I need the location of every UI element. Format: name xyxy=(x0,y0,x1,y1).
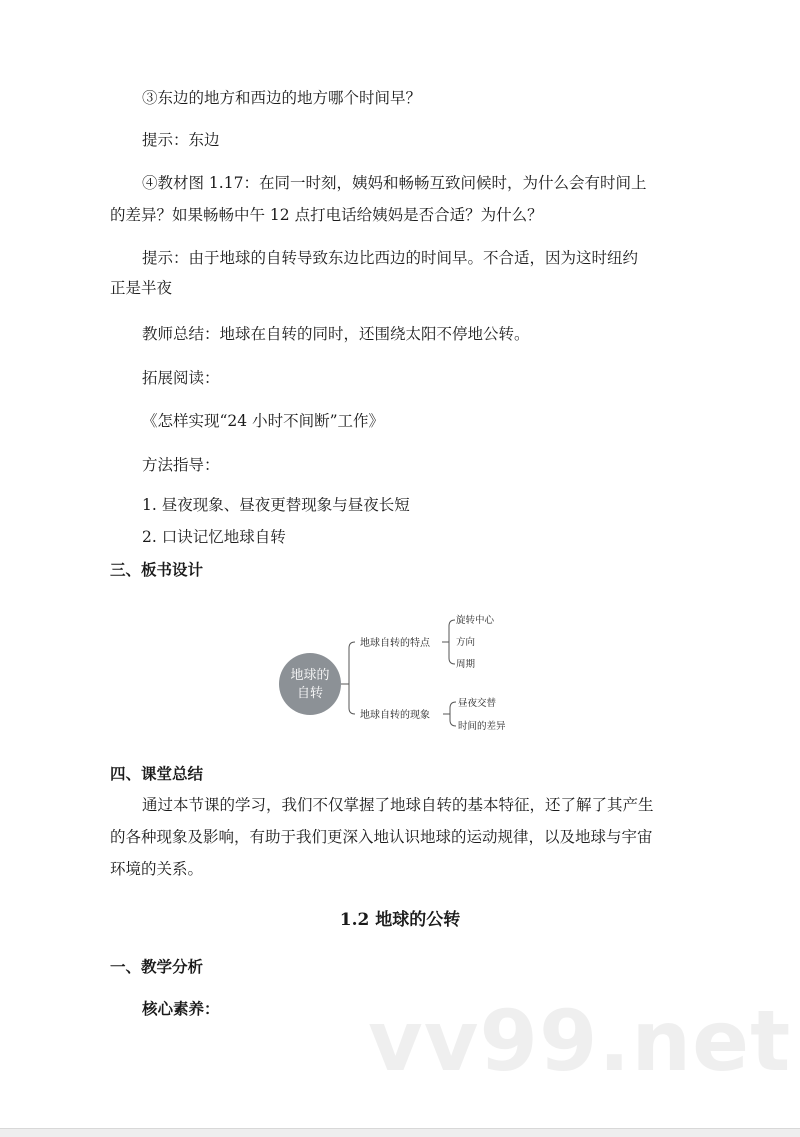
phenomenon-item-timediff: 时间的差异 xyxy=(458,721,506,732)
method-label: 方法指导： xyxy=(142,456,220,474)
chapter-title: 1.2 地球的公转 xyxy=(339,910,461,930)
summary-line-2: 的各种现象及影响，有助于我们更深入地认识地球的运动规律，以及地球与宇宙 xyxy=(110,828,653,846)
core-literacy-label: 核心素养： xyxy=(142,999,220,1018)
feature-item-period: 周期 xyxy=(456,659,476,670)
watermark: vv99.net xyxy=(368,992,792,1090)
summary-line-1: 通过本节课的学习，我们不仅掌握了地球自转的基本特征，还了解了其产生 xyxy=(142,796,654,814)
features-bracket xyxy=(442,620,455,664)
hint-1: 提示：东边 xyxy=(142,131,220,149)
branch-features: 地球自转的特点 xyxy=(360,638,430,649)
section-1-heading: 一、教学分析 xyxy=(110,957,204,976)
center-node-line-1: 地球的 xyxy=(290,668,330,683)
center-node xyxy=(279,653,341,715)
phenomenon-item-daynight: 昼夜交替 xyxy=(458,698,497,709)
question-4-line-1: ④教材图 1.17：在同一时刻，姨妈和畅畅互致问候时，为什么会有时间上 xyxy=(142,174,647,192)
method-item-2: 2. 口诀记忆地球自转 xyxy=(142,528,286,546)
teacher-summary: 教师总结：地球在自转的同时，还围绕太阳不停地公转。 xyxy=(142,325,530,343)
hint-2-line-1: 提示：由于地球的自转导致东边比西边的时间早。不合适，因为这时纽约 xyxy=(142,249,639,267)
center-node-line-2: 自转 xyxy=(296,686,324,701)
section-4-heading: 四、课堂总结 xyxy=(110,764,204,783)
section-3-heading: 三、板书设计 xyxy=(110,560,204,579)
main-bracket xyxy=(341,642,355,714)
board-design-diagram xyxy=(270,600,530,740)
reading-title: 《怎样实现“24 小时不间断”工作》 xyxy=(142,412,384,430)
branch-phenomena: 地球自转的现象 xyxy=(360,710,430,721)
reading-label: 拓展阅读： xyxy=(142,369,220,387)
summary-line-3: 环境的关系。 xyxy=(110,860,204,878)
question-4-line-2: 的差异？如果畅畅中午 12 点打电话给姨妈是否合适？为什么？ xyxy=(110,206,543,224)
phenomena-bracket xyxy=(443,702,456,726)
question-3: ③东边的地方和西边的地方哪个时间早？ xyxy=(142,89,422,107)
feature-item-center: 旋转中心 xyxy=(456,615,495,626)
feature-item-direction: 方向 xyxy=(456,637,476,648)
hint-2-line-2: 正是半夜 xyxy=(110,279,173,297)
method-item-1: 1. 昼夜现象、昼夜更替现象与昼夜长短 xyxy=(142,496,410,514)
